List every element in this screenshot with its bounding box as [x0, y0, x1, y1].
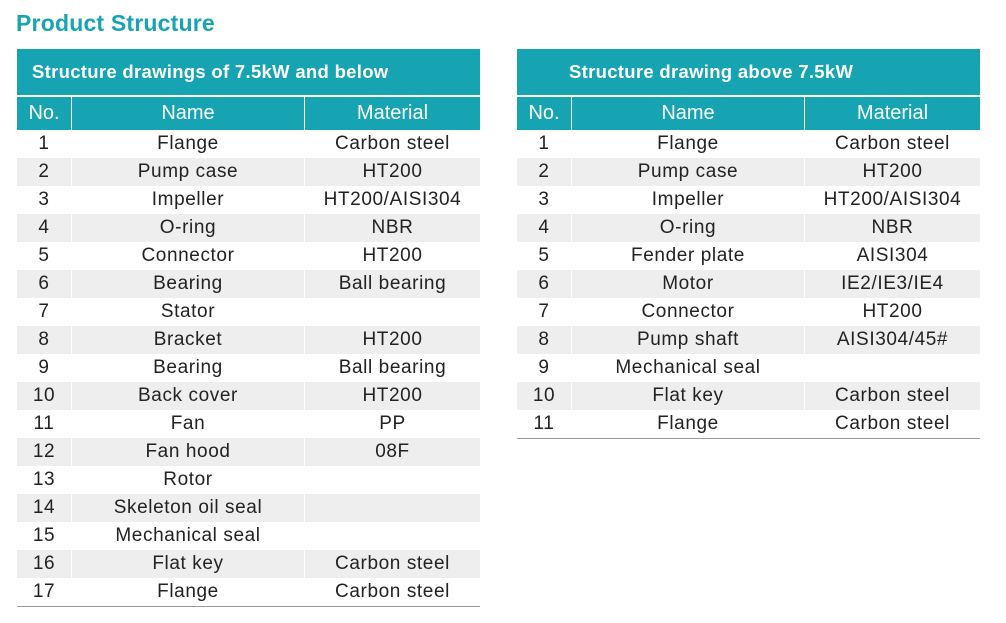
cell-name: Bearing	[72, 270, 305, 298]
table-row	[517, 214, 980, 242]
cell-name: Stator	[72, 298, 305, 326]
table-title: Structure drawings of 7.5kW and below	[17, 49, 480, 95]
cell-name: O-ring	[572, 214, 805, 242]
table-row	[17, 410, 480, 438]
cell-no: 2	[17, 158, 72, 186]
table-row	[517, 158, 980, 186]
cell-material: PP	[379, 413, 406, 434]
table-row	[517, 410, 980, 439]
cell-no: 15	[17, 522, 72, 550]
cell-name: Skeleton oil seal	[72, 494, 305, 522]
column-header-name: Name	[572, 97, 805, 130]
cell-material: HT200	[362, 245, 423, 266]
cell-material	[305, 298, 480, 326]
cell-no: 10	[517, 382, 572, 410]
table-row	[17, 494, 480, 522]
cell-no: 8	[17, 326, 72, 354]
cell-name: Pump shaft	[572, 326, 805, 354]
cell-no: 9	[17, 354, 72, 382]
cell-name: Flange	[572, 130, 805, 158]
cell-material	[305, 522, 480, 550]
cell-material: AISI304	[856, 245, 929, 266]
cell-material: HT200/AISI304	[823, 189, 962, 210]
cell-name: Flat key	[72, 550, 305, 578]
cell-no: 6	[17, 270, 72, 298]
cell-name: O-ring	[72, 214, 305, 242]
cell-no: 2	[517, 158, 572, 186]
cell-no: 8	[517, 326, 572, 354]
table-row	[517, 354, 980, 382]
column-header-no: No.	[17, 97, 72, 130]
cell-no: 6	[517, 270, 572, 298]
cell-material	[305, 466, 480, 494]
cell-no: 12	[17, 438, 72, 466]
cell-name: Pump case	[572, 158, 805, 186]
column-header-name: Name	[72, 97, 305, 130]
table-row	[17, 186, 480, 214]
cell-material: HT200/AISI304	[323, 189, 462, 210]
cell-material: Carbon steel	[335, 581, 450, 602]
table-row	[517, 242, 980, 270]
cell-name: Connector	[572, 298, 805, 326]
cell-name: Impeller	[72, 186, 305, 214]
cell-name: Rotor	[72, 466, 305, 494]
table-row	[517, 298, 980, 326]
table-row	[17, 466, 480, 494]
table-row	[517, 326, 980, 354]
cell-material: Carbon steel	[835, 133, 950, 154]
cell-no: 3	[517, 186, 572, 214]
structure-table-large	[517, 49, 980, 439]
cell-material: Ball bearing	[338, 357, 447, 378]
table-row	[17, 550, 480, 578]
cell-material: Carbon steel	[835, 385, 950, 406]
cell-no: 1	[17, 130, 72, 158]
structure-table-small	[17, 49, 480, 607]
cell-no: 16	[17, 550, 72, 578]
cell-name: Mechanical seal	[72, 522, 305, 550]
cell-material	[305, 494, 480, 522]
cell-material: Carbon steel	[335, 553, 450, 574]
cell-no: 3	[17, 186, 72, 214]
column-header-material: Material	[805, 97, 980, 130]
table-row	[17, 130, 480, 158]
cell-no: 4	[517, 214, 572, 242]
column-header-material: Material	[305, 97, 480, 130]
table-row	[17, 270, 480, 298]
cell-name: Pump case	[72, 158, 305, 186]
cell-material: HT200	[362, 329, 423, 350]
cell-name: Fender plate	[572, 242, 805, 270]
cell-name: Impeller	[572, 186, 805, 214]
cell-no: 4	[17, 214, 72, 242]
cell-name: Mechanical seal	[572, 354, 805, 382]
cell-no: 7	[517, 298, 572, 326]
cell-material	[805, 354, 980, 382]
table-row	[17, 158, 480, 186]
cell-material: HT200	[362, 385, 423, 406]
page-title: Product Structure	[16, 10, 215, 36]
table-row	[17, 578, 480, 607]
cell-material: AISI304/45#	[836, 329, 949, 350]
cell-name: Back cover	[72, 382, 305, 410]
cell-material: NBR	[871, 217, 914, 238]
table-body	[517, 130, 980, 439]
cell-material: 08F	[375, 441, 410, 462]
cell-no: 17	[17, 578, 72, 606]
table-row	[517, 382, 980, 410]
column-header-no: No.	[517, 97, 572, 130]
cell-material: IE2/IE3/IE4	[841, 273, 944, 294]
cell-no: 13	[17, 466, 72, 494]
cell-name: Fan	[72, 410, 305, 438]
cell-material: Carbon steel	[335, 133, 450, 154]
column-header-row	[517, 96, 980, 130]
cell-no: 5	[17, 242, 72, 270]
cell-no: 7	[17, 298, 72, 326]
cell-name: Motor	[572, 270, 805, 298]
cell-name: Connector	[72, 242, 305, 270]
table-row	[17, 242, 480, 270]
table-row	[517, 130, 980, 158]
cell-no: 11	[517, 410, 572, 438]
cell-name: Flange	[72, 578, 305, 606]
table-row	[17, 438, 480, 466]
column-header-row	[17, 96, 480, 130]
cell-material: HT200	[862, 161, 923, 182]
cell-material: NBR	[371, 217, 414, 238]
cell-no: 1	[517, 130, 572, 158]
table-row	[17, 522, 480, 550]
table-row	[17, 326, 480, 354]
table-row	[517, 270, 980, 298]
cell-name: Flange	[72, 130, 305, 158]
cell-no: 10	[17, 382, 72, 410]
cell-name: Fan hood	[72, 438, 305, 466]
table-row	[17, 214, 480, 242]
table-title: Structure drawing above 7.5kW	[517, 49, 980, 95]
cell-name: Bracket	[72, 326, 305, 354]
cell-no: 11	[17, 410, 72, 438]
table-row	[17, 298, 480, 326]
cell-no: 9	[517, 354, 572, 382]
table-row	[517, 186, 980, 214]
table-row	[17, 354, 480, 382]
cell-material: HT200	[862, 301, 923, 322]
cell-no: 5	[517, 242, 572, 270]
cell-material: Carbon steel	[835, 413, 950, 434]
cell-no: 14	[17, 494, 72, 522]
cell-name: Flat key	[572, 382, 805, 410]
cell-name: Flange	[572, 410, 805, 438]
cell-name: Bearing	[72, 354, 305, 382]
cell-material: HT200	[362, 161, 423, 182]
table-body	[17, 130, 480, 607]
cell-material: Ball bearing	[338, 273, 447, 294]
table-row	[17, 382, 480, 410]
